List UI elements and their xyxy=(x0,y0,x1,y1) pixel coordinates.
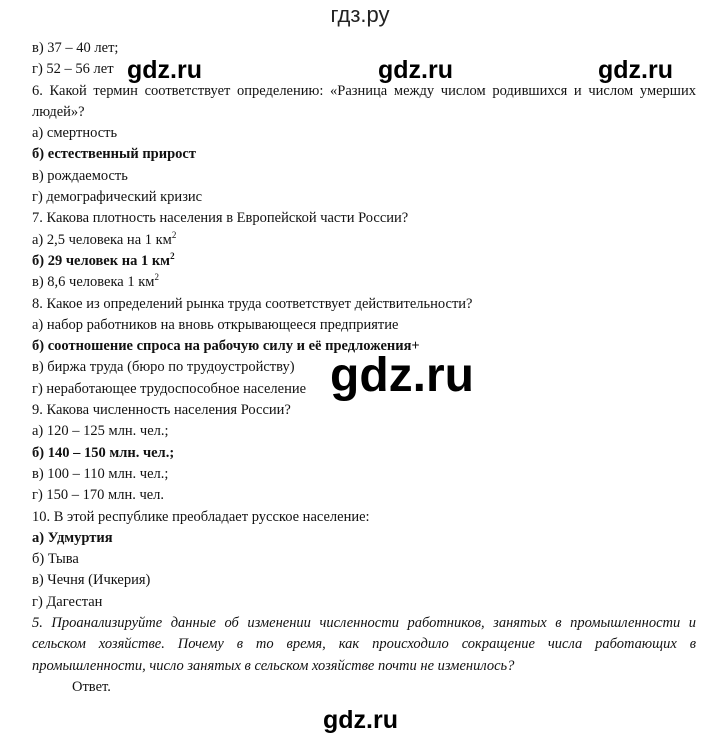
option-line: а) 120 – 125 млн. чел.; xyxy=(32,423,169,440)
question-8: 8. Какое из определений рынка труда соответствует действительности? xyxy=(32,295,473,312)
question-7: 7. Какова плотность населения в Европейской части России? xyxy=(32,210,409,227)
option-line: г) Дагестан xyxy=(32,593,103,610)
option-line: г) 150 – 170 млн. чел. xyxy=(32,487,165,504)
option-line: б) Тыва xyxy=(32,551,79,568)
answer-label: Ответ. xyxy=(72,678,111,695)
correct-option: б) 140 – 150 млн. чел.; xyxy=(32,444,175,461)
option-line: а) набор работников на вновь открывающееся предприятие xyxy=(32,316,399,333)
correct-option: а) Удмуртия xyxy=(32,529,113,546)
text-line: в) 37 – 40 лет; xyxy=(32,40,119,56)
question-6: 6. Какой термин соответствует определению: «Разница между числом родившихся и числом умерших людей»? xyxy=(32,82,696,120)
option-line: а) смертность xyxy=(32,125,118,142)
watermark: gdz.ru xyxy=(323,706,398,734)
question-9: 9. Какова численность населения России? xyxy=(32,402,291,419)
option-line: а) 2,5 человека на 1 $км^2$ xyxy=(32,229,177,248)
option-line: г) неработающее трудоспособное население xyxy=(32,380,307,397)
option-line: г) демографический кризис xyxy=(32,189,203,206)
watermark: gdz.ru xyxy=(127,56,202,84)
option-line: в) рождаемость xyxy=(32,167,128,184)
site-header: гдз.ру xyxy=(330,2,390,27)
watermark: gdz.ru xyxy=(330,349,474,402)
watermark: gdz.ru xyxy=(378,56,453,84)
watermark: gdz.ru xyxy=(598,56,673,84)
text-line: г) 52 – 56 лет xyxy=(32,61,114,78)
option-line: в) Чечня (Ичкерия) xyxy=(32,572,151,589)
correct-option: б) естественный прирост xyxy=(32,146,196,163)
option-line: в) 8,6 человека 1 $км^2$ xyxy=(32,272,159,291)
correct-option: б) 29 человек на 1 $км^2$ xyxy=(32,251,175,269)
option-line: в) биржа труда (бюро по трудоустройству) xyxy=(32,359,295,376)
question-10: 10. В этой республике преобладает русское население: xyxy=(32,508,370,525)
correct-option: б) соотношение спроса на рабочую силу и её предложения+ xyxy=(32,338,420,355)
task-5: 5. Проанализируйте данные об изменении численности работников, занятых в промышленности и сельском хозяйстве. Почему в то время, как происходило сокращение числа работающих в промышленности, число занятых в сельском хозяйстве почти не изменилось? xyxy=(32,615,696,674)
option-line: в) 100 – 110 млн. чел.; xyxy=(32,465,169,482)
